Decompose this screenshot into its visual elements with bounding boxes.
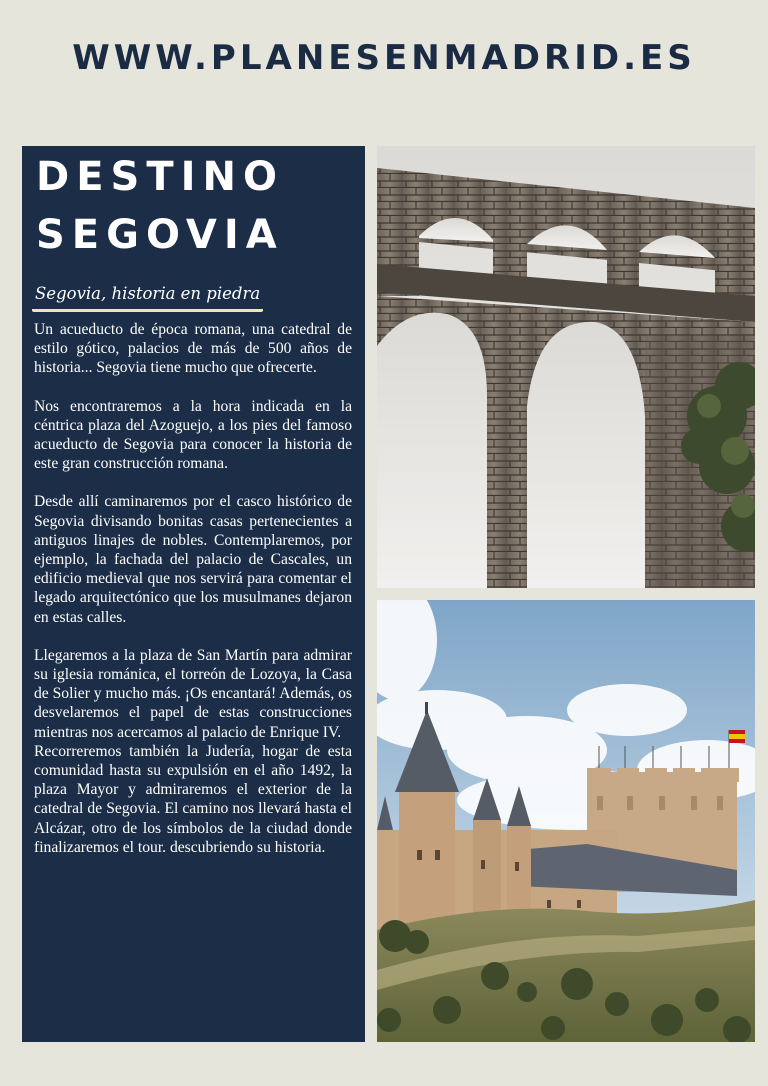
text-panel (22, 146, 365, 1042)
paragraph-old-town: Desde allí caminaremos por el casco histórico de Segovia divisando bonitas casas pertenecientes a antiguos linajes de nobles. Contemplaremos, por ejemplo, la fachada del palacio de Cascales, un edificio medieval que nos servirá para comentar el legado arquitectónico que los musulmanes dejaron en estas calles. (34, 493, 352, 626)
paragraph-san-martin: Llegaremos a la plaza de San Martín para admirar su iglesia románica, el torreón de Lozoya, la Casa de Solier y mucho más. ¡Os encantará! Además, os desvelaremos el papel de estas construcciones mientras nos acercamos al palacio de Enrique IV. (34, 646, 352, 741)
paragraph-intro: Un acueducto de época romana, una catedral de estilo gótico, palacios de más de 500 años de historia... Segovia tiene mucho que ofrecerte. (34, 321, 352, 377)
alcazar-photo (377, 600, 755, 1042)
body-text (34, 320, 352, 857)
subtitle: Segovia, historia en piedra (32, 282, 263, 312)
site-url: WWW.PLANESENMADRID.ES (72, 38, 696, 78)
title-line-2: SEGOVIA (36, 212, 284, 258)
paragraph-juderia: Recorreremos también la Judería, hogar de esta comunidad hasta su expulsión en el año 1492, la plaza Mayor y admiraremos el exterior de la catedral de Segovia. El camino nos llevará hasta el Alcázar, otro de los símbolos de la ciudad donde finalizaremos el tour. descubriendo su historia. (34, 742, 352, 856)
subtitle-container (32, 282, 263, 312)
page-title (36, 148, 284, 264)
paragraph-meeting-point: Nos encontraremos a la hora indicada en la céntrica plaza del Azoguejo, a los pies del famoso acueducto de Segovia para conocer la historia de este gran construcción romana. (34, 397, 352, 473)
aqueduct-photo (377, 146, 755, 588)
title-line-1: DESTINO (36, 154, 284, 200)
